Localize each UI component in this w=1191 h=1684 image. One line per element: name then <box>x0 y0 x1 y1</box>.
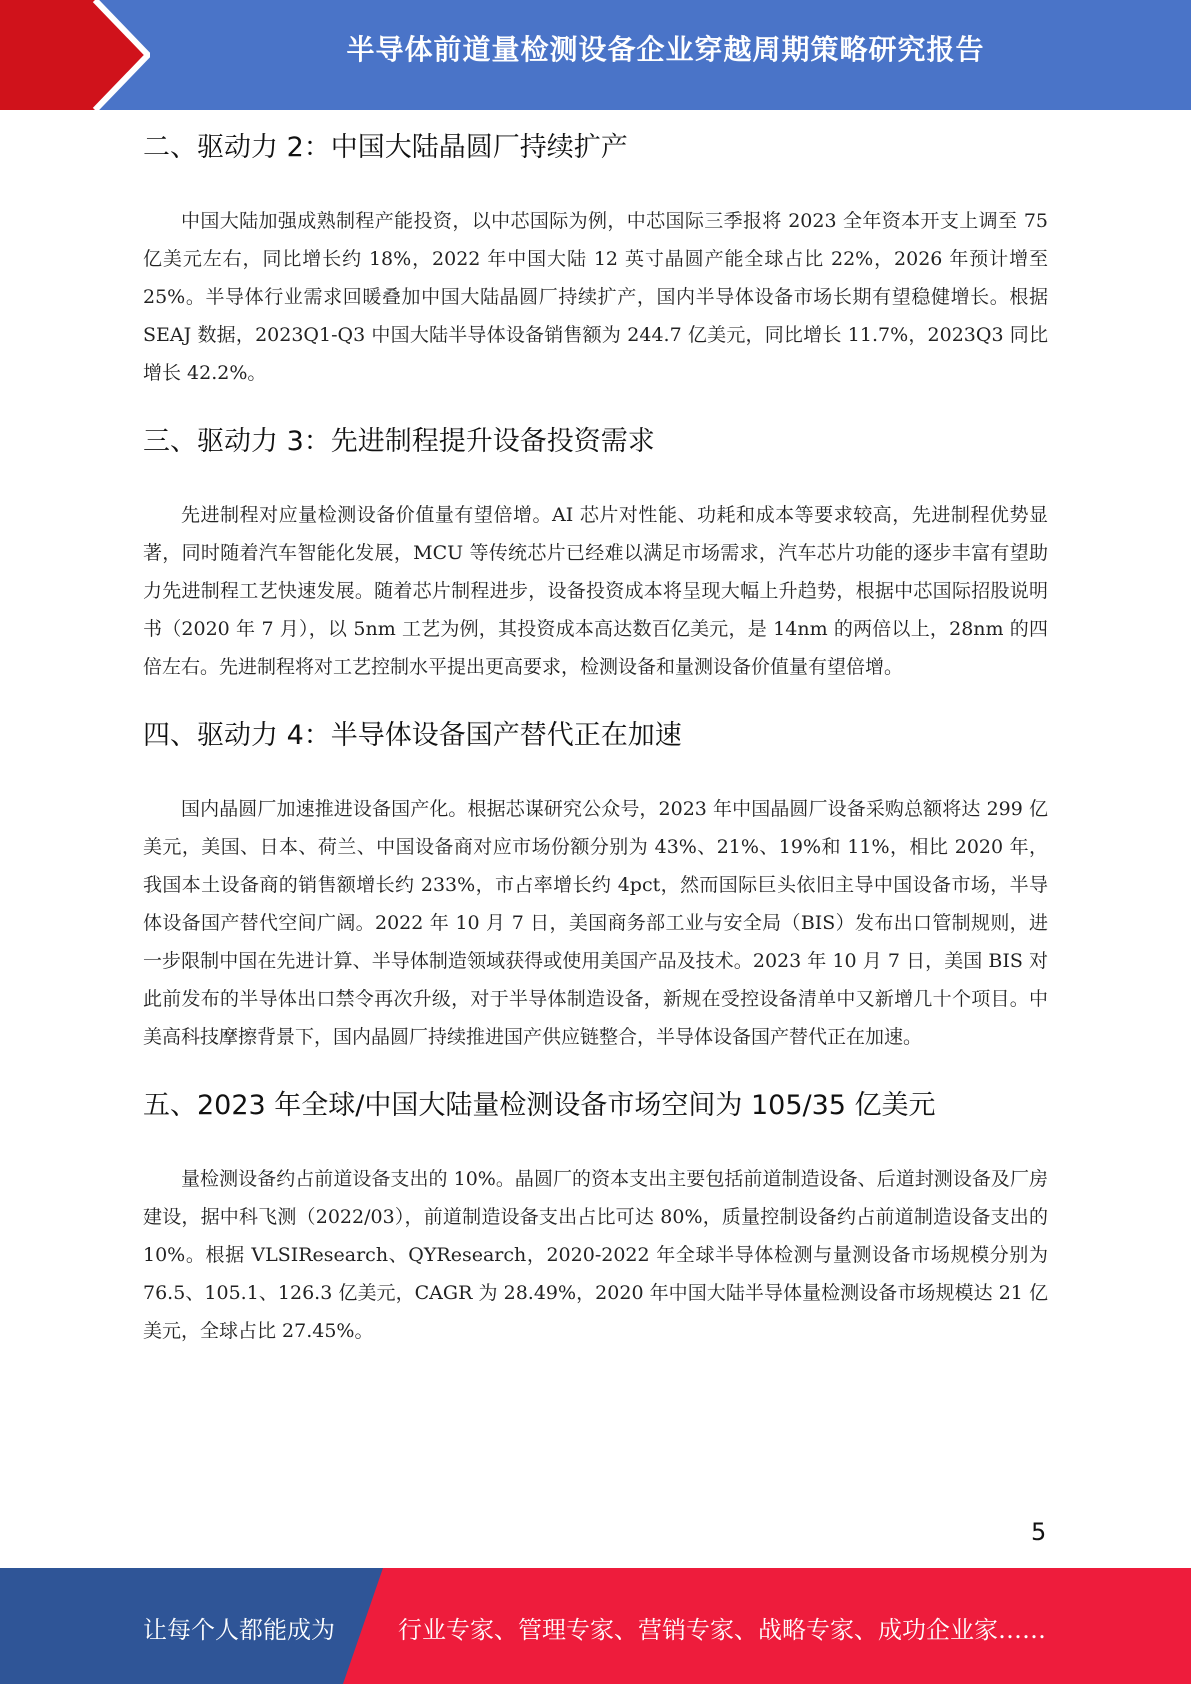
page-content <box>143 128 1048 1380</box>
page-number: 5 <box>1031 1518 1047 1546</box>
section-paragraph: 国内晶圆厂加速推进设备国产化。根据芯谋研究公众号，2023 年中国晶圆厂设备采购总额将达 299 亿美元，美国、日本、荷兰、中国设备商对应市场份额分别为 43%、21%、19%和 11%，相比 2020 年，我国本土设备商的销售额增长约 233%，市占率增长约 4pct，然而国际巨头依旧主导中国设备市场，半导体设备国产替代空间广阔。2022 年 10 月 7 日，美国商务部工业与安全局（BIS）发布出口管制规则，进一步限制中国在先进计算、半导体制造领域获得或使用美国产品及技术。2023 年 10 月 7 日，美国 BIS 对此前发布的半导体出口禁令再次升级，对于半导体制造设备，新规在受控设备清单中又新增几十个项目。中美高科技摩擦背景下，国内晶圆厂持续推进国产供应链整合，半导体设备国产替代正在加速。 <box>143 798 1048 1048</box>
section-driver-2 <box>143 128 1048 392</box>
section-market-size <box>143 1086 1048 1350</box>
page-footer <box>0 1568 1191 1684</box>
section-driver-3 <box>143 422 1048 686</box>
section-paragraph: 中国大陆加强成熟制程产能投资，以中芯国际为例，中芯国际三季报将 2023 全年资本开支上调至 75 亿美元左右，同比增长约 18%，2022 年中国大陆 12 英寸晶圆产能全球占比 22%，2026 年预计增至 25%。半导体行业需求回暖叠加中国大陆晶圆厂持续扩产，国内半导体设备市场长期有望稳健增长。根据 SEAJ 数据，2023Q1-Q3 中国大陆半导体设备销售额为 244.7 亿美元，同比增长 11.7%，2023Q3 同比增长 42.2%。 <box>143 210 1048 384</box>
report-title: 半导体前道量检测设备企业穿越周期策略研究报告 <box>346 33 985 66</box>
section-heading: 五、2023 年全球/中国大陆量检测设备市场空间为 105/35 亿美元 <box>143 1090 936 1121</box>
footer-slogan-right: 行业专家、管理专家、营销专家、战略专家、成功企业家…… <box>398 1616 1046 1644</box>
page-header <box>0 0 1191 110</box>
section-paragraph: 量检测设备约占前道设备支出的 10%。晶圆厂的资本支出主要包括前道制造设备、后道封测设备及厂房建设，据中科飞测（2022/03），前道制造设备支出占比可达 80%，质量控制设备约占前道制造设备支出的 10%。根据 VLSIResearch、QYResearch，2020-2022 年全球半导体检测与量测设备市场规模分别为 76.5、105.1、126.3 亿美元，CAGR 为 28.49%，2020 年中国大陆半导体量检测设备市场规模达 21 亿美元，全球占比 27.45%。 <box>143 1168 1048 1342</box>
footer-slogan-left: 让每个人都能成为 <box>143 1616 335 1644</box>
section-heading: 四、驱动力 4：半导体设备国产替代正在加速 <box>143 720 682 751</box>
header-arrow-icon <box>0 0 150 110</box>
section-driver-4 <box>143 716 1048 1056</box>
section-heading: 二、驱动力 2：中国大陆晶圆厂持续扩产 <box>143 132 628 163</box>
section-paragraph: 先进制程对应量检测设备价值量有望倍增。AI 芯片对性能、功耗和成本等要求较高，先进制程优势显著，同时随着汽车智能化发展，MCU 等传统芯片已经难以满足市场需求，汽车芯片功能的逐步丰富有望助力先进制程工艺快速发展。随着芯片制程进步，设备投资成本将呈现大幅上升趋势，根据中芯国际招股说明书（2020 年 7 月），以 5nm 工艺为例，其投资成本高达数百亿美元，是 14nm 的两倍以上，28nm 的四倍左右。先进制程将对工艺控制水平提出更高要求，检测设备和量测设备价值量有望倍增。 <box>143 504 1048 678</box>
section-heading: 三、驱动力 3：先进制程提升设备投资需求 <box>143 426 655 457</box>
